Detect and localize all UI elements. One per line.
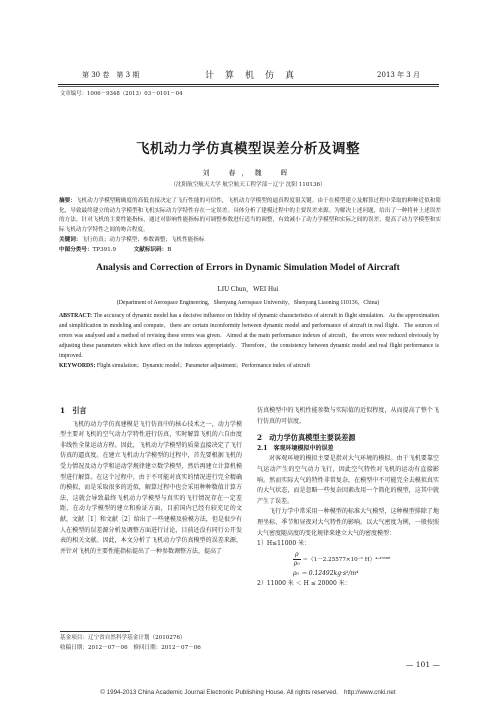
authors-cn: 刘 春，魏 晖 [202,169,294,177]
authors-en: LIU Chun，WEI Hui [217,285,279,293]
abstract-cn [59,197,441,256]
volume-issue: 第 30 卷 第 3 期 [82,71,140,79]
affiliation-cn: （沈阳航空航天大学 航空航天工程学部－辽宁 沈阳 110136） [170,182,326,188]
fraction-numerator: ρ [295,550,299,558]
keywords-cn [59,236,441,246]
section1-text: 飞机的动力学仿真建模是飞行仿真中的核心技术之一，动力学模型主要对飞机的空气动力学特性进行仿真，实时解算飞机的六自由度非线性全量运动方程。因此，飞机动力学模型的质量直接决定了飞行仿真的逼真度。在建立飞机动力学模型的过程中，首先要根据飞机的受力情况及动力学和运动学规律建立数学模型，然后再建立计算机模型进行解算。在这个过程中，由于不可能对真实的情况进行完全精确的模拟，而是采取很多的近似，解算过程中也会采用种种数值计算方法，这就会导致最终飞机动力学模型与真实的飞行情况存在一定差距，在动力学模型的建立和验证方面，目前国内已经有较充足的文献，文献［1］和文献［2］给出了一些建模及验模方法，但是很少有人在模型的误差源分析及调整方面进行讨论，目前还没有同行公开发表的相关文献。因此，本文分析了飞机动力学仿真模型的误差来源，并针对飞机的主要性能指标提出了一种参数调整方法，提高了 [60,420,242,555]
right-intro: 仿真模型中的飞机性能参数与实际值的近似程度，从而提高了整个飞行仿真的可信度。 [257,407,439,425]
keywords-cn-text: 飞行仿真；动力学模型；参数调整；飞机性能指标 [81,237,205,244]
paper-title-en: Analysis and Correction of Errors in Dynamic Simulation Model of Aircraft [96,263,400,273]
article-number: 文章编号：1006－9348（2013）03－0101－04 [60,91,183,97]
issue-date: 2013 年 3 月 [377,71,420,79]
abstract-cn-text: 飞机动力学模型精确度的高低直接决定了飞行性能的可信性，飞机动力学模型的逼真程度很关键。由于在模型建立及解算过程中采取的种种近似和简化，导致最终建立的动力学模型和飞机实际动力学特性存在一定误差。具体分析了建模过程中的主要误差来源。为解决上述问题，给出了一种将补上述误差的方法。针对飞机的主要性能指标，通过对影响性能指标的可调整参数进行适当的调整，有效减小了动力学模型和实际之间的误差，提高了动力学模型和实际飞机动力学特性之间的吻合程度。 [59,198,441,233]
equation-2: ρ₀ ＝ 0.12492kg·s²/m⁴ [293,569,359,577]
equation-1-rhs: ＝（1－2.25577×10⁻⁵ H）⁴·²⁵⁵⁸⁸ [302,556,391,563]
class-value: TP391.9 [92,246,117,253]
footnote [60,633,245,653]
equation-1 [257,551,439,568]
case2-label: 2）11000 米 ＜ H ≤ 20000 米： [257,580,351,588]
journal-name: 计 算 机 仿 真 [204,71,295,81]
left-column [60,406,242,557]
section2-heading: 2 动力学仿真模型主要误差源 [257,433,356,443]
class-label: 中图分类号： [59,246,93,253]
subsection21-text: 对客观环境的模拟主要是指对大气环境的模拟。由于飞机要靠空气运动产生的空气动力飞行，因此空气特性对飞机的运动有直接影响。然而实际大气的特性非常复杂，在模型中不可能完全去模拟真实的大气状态，而是忽略一些复杂因素改用一个简化的模型，这其中就产生了误差。 [257,455,439,505]
header-rule [58,84,439,85]
footnote-fund: 基金项目：辽宁省自然科学基金计划（2010276） [60,635,186,641]
keywords-en [59,361,439,371]
subsection21-heading: 2.1 客观环境模拟中的误差 [257,444,334,452]
abstract-en [59,311,439,372]
density-fraction [293,551,301,568]
doc-code-value: B [167,246,172,253]
copyright-footer: © 1994-2013 China Academic Journal Electronic Publishing House. All rights reserved. http://www.cnki.net [100,689,396,696]
footnote-dates: 收稿日期：2012－07－06 修回日期：2012－07－06 [60,645,201,651]
page-number: — 101 — [405,660,440,669]
classification-cn [59,246,441,256]
paper-title-cn: 飞机动力学仿真模型误差分析及调整 [136,141,360,157]
footnote-rule [60,631,130,632]
abstract-cn-label: 摘要： [59,198,76,204]
abstract-en-text: The accuracy of dynamic model has a decisive influence on fidelity of dynamic characteristics of aircraft in flight simulation．As the approximation and simplification in modeling and compute，there are certain inconformity between dynamic model and performance of aircraft in real flight．The sources of errors was analysed and a method of revising these errors was given．Aimed at the main performance indexes of aircraft，the errors were reduced obviously by adjusting these parameters which have effect on the indexes appropriately．Therefore，the consistency between dynamic model and real flight performance is improved. [59,313,439,360]
keywords-cn-label: 关键词： [59,237,82,244]
fraction-denominator: ρ₀ [293,559,300,567]
subsection21-text2: 飞行力学中常采用一种模型的标准大气模型，这种模型排除了地理坐标、季节和昼夜对大气特性的影响。以大气密度为例，一般按照大气密度随高度的变化规律来建立大气的密度模型： [257,508,439,537]
abstract-en-label: ABSTRACT: [59,313,93,319]
section1-heading: 1 引言 [60,406,87,415]
affiliation-en: (Department of Aerospace Engineering，Shenyang Aerospace University，Shenyang Liaoning 110136，China) [116,300,380,306]
keywords-en-text: Flight simulation；Dynamic model；Parameter adjustment；Performance index of aircraft [96,363,310,370]
case1-label: 1）H≤11000 米： [257,540,311,548]
keywords-en-label: KEYWORDS: [59,363,96,370]
doc-code-label: 文献标识码： [133,246,168,253]
header-rule-thin [58,86,439,87]
right-column [257,406,439,590]
